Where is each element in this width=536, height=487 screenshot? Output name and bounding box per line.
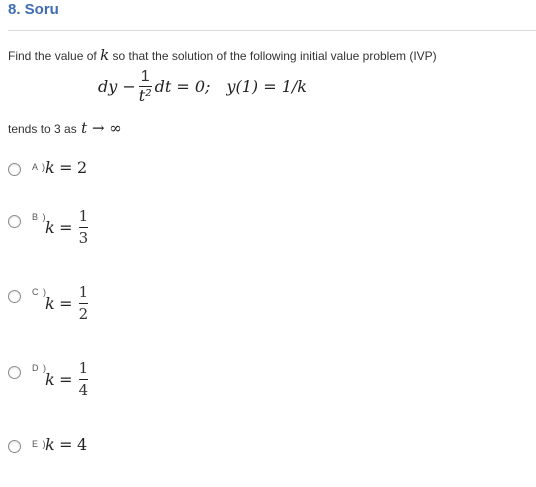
option-c-radio[interactable] xyxy=(8,290,21,303)
tends-math: t → ∞ xyxy=(81,119,122,137)
option-b-eq: = xyxy=(59,218,73,237)
option-d-var: k xyxy=(45,370,55,389)
option-c-answer xyxy=(45,283,88,324)
equation-fraction xyxy=(139,68,152,105)
prompt-variable: k xyxy=(100,46,110,64)
ivp-equation xyxy=(98,68,307,105)
option-a-value: 2 xyxy=(77,158,88,177)
option-d-letter: D ) xyxy=(32,363,47,373)
option-e-answer xyxy=(45,435,87,454)
answer-option-b[interactable] xyxy=(0,205,300,245)
question-title: 8. Soru xyxy=(8,1,59,18)
option-a-eq: = xyxy=(59,158,73,177)
option-c-den: 2 xyxy=(78,305,89,323)
option-c-var: k xyxy=(45,294,55,313)
answer-option-c[interactable] xyxy=(0,281,300,321)
tends-text: tends to 3 as xyxy=(8,122,77,136)
option-d-bar xyxy=(79,379,89,380)
option-d-den: 4 xyxy=(78,381,89,399)
option-d-eq: = xyxy=(59,370,73,389)
fraction-numerator: 1 xyxy=(140,68,150,85)
option-c-letter: C ) xyxy=(32,287,47,297)
option-a-letter: A ) xyxy=(32,162,47,172)
option-c-fraction xyxy=(79,283,89,324)
option-b-fraction xyxy=(79,207,89,248)
option-b-num: 1 xyxy=(78,207,89,225)
option-b-letter: B ) xyxy=(32,212,47,222)
prompt-text-before: Find the value of xyxy=(8,49,101,63)
option-d-radio[interactable] xyxy=(8,366,21,379)
option-c-num: 1 xyxy=(78,283,89,301)
option-d-answer xyxy=(45,359,88,400)
option-c-bar xyxy=(79,303,89,304)
option-e-radio[interactable] xyxy=(8,440,21,453)
option-b-answer xyxy=(45,207,88,248)
equation-dt: dt = 0; xyxy=(154,77,211,96)
option-e-letter: E ) xyxy=(32,439,47,449)
option-b-radio[interactable] xyxy=(8,215,21,228)
tends-line xyxy=(8,119,122,138)
option-c-eq: = xyxy=(59,294,73,313)
prompt-text-after: so that the solution of the following initial value problem (IVP) xyxy=(109,49,437,63)
option-b-bar xyxy=(79,227,89,228)
option-b-var: k xyxy=(45,218,55,237)
answer-option-d[interactable] xyxy=(0,358,300,398)
option-e-value: 4 xyxy=(77,435,88,454)
option-a-radio[interactable] xyxy=(8,163,21,176)
option-e-var: k xyxy=(45,435,55,454)
equation-dy: dy − xyxy=(98,77,136,96)
option-d-num: 1 xyxy=(78,359,89,377)
question-prompt xyxy=(8,46,437,65)
option-e-eq: = xyxy=(59,435,73,454)
option-b-den: 3 xyxy=(78,229,89,247)
title-divider xyxy=(8,30,536,31)
answer-option-a[interactable] xyxy=(0,152,300,192)
option-a-var: k xyxy=(45,158,55,177)
fraction-denominator: t² xyxy=(138,86,152,105)
option-a-answer xyxy=(45,158,87,177)
answer-option-e[interactable] xyxy=(0,432,300,472)
initial-condition: y(1) = 1/k xyxy=(226,77,307,96)
option-d-fraction xyxy=(79,359,89,400)
